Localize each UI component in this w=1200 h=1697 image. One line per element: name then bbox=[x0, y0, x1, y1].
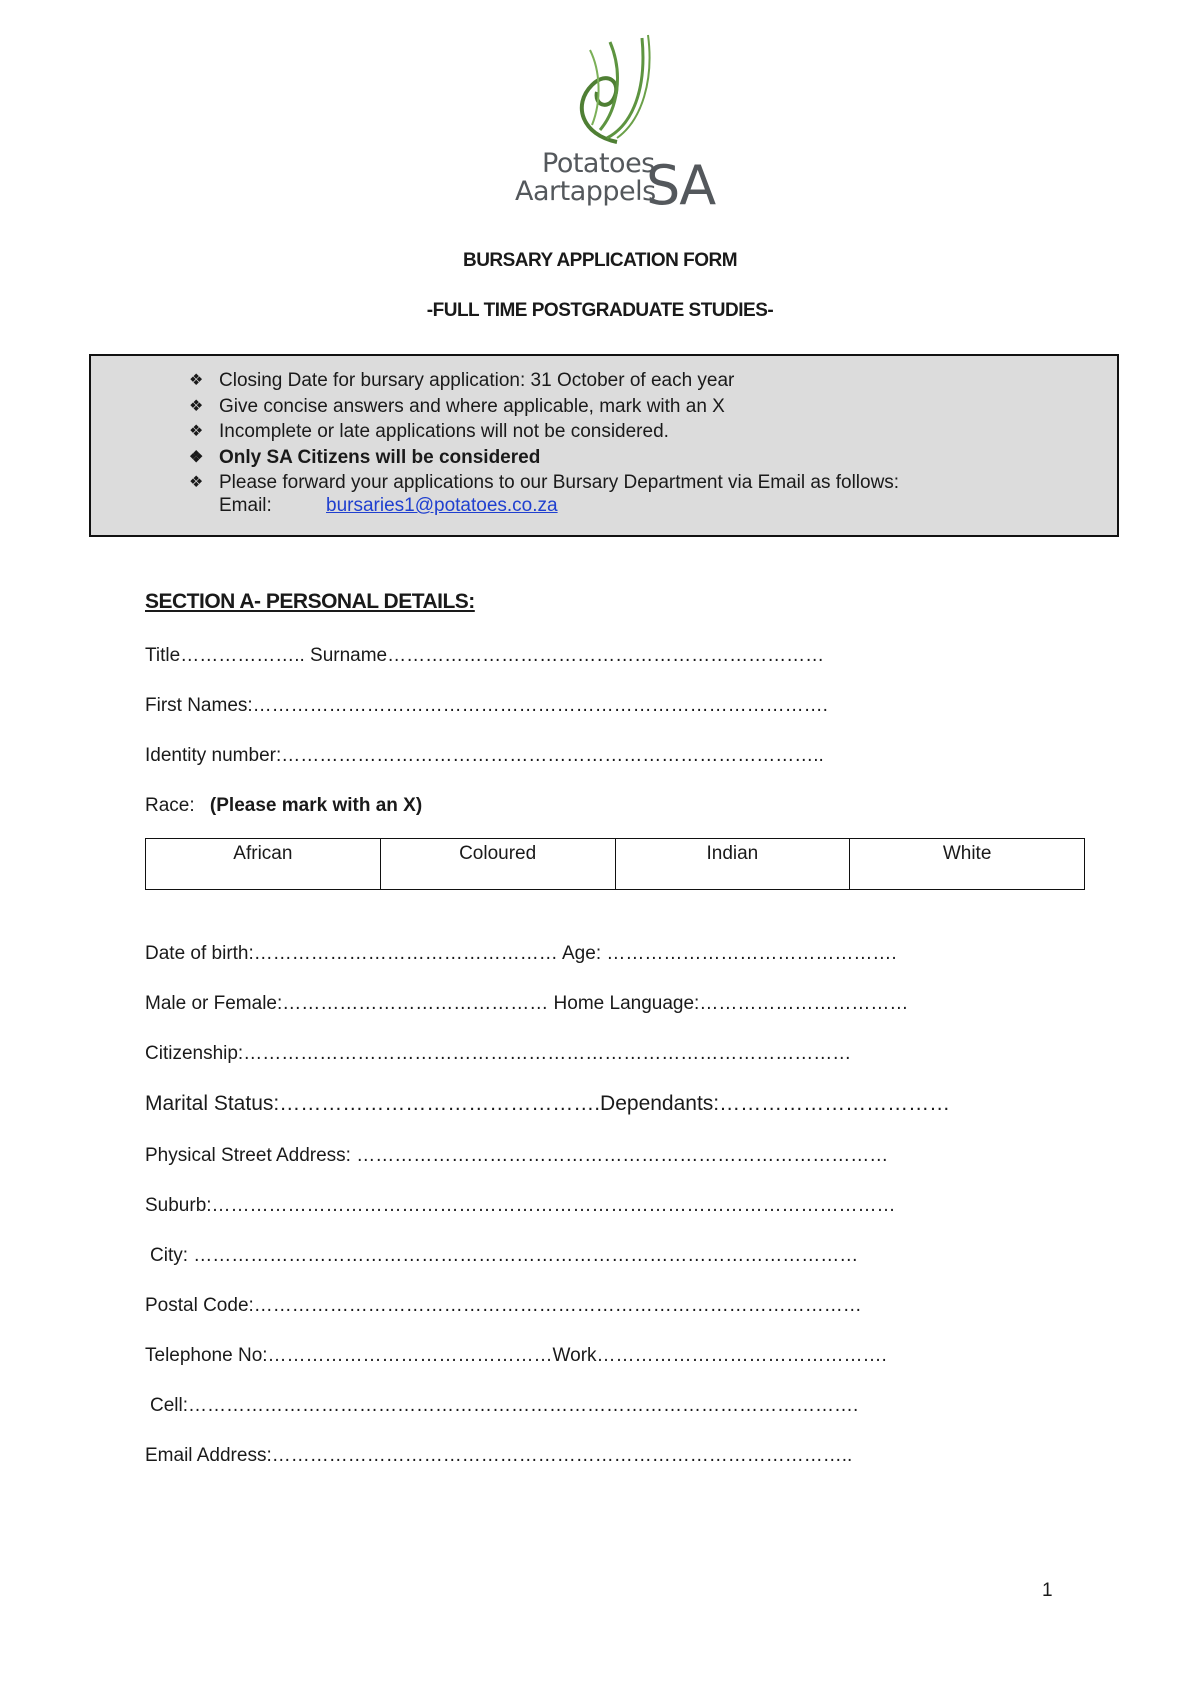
telephone-work-field[interactable]: Telephone No:………………………………………Work………………………………………. bbox=[145, 1345, 887, 1366]
race-label-line bbox=[145, 795, 422, 817]
suburb-field[interactable]: Suburb:……………………………………………………………………………………………… bbox=[145, 1195, 896, 1216]
notice-list bbox=[189, 368, 899, 496]
diamond-bullet-icon: ❖ bbox=[189, 448, 204, 466]
notice-item: ❖ Only SA Citizens will be considered bbox=[189, 445, 899, 471]
first-names-field[interactable]: First Names:………………………………………………………………………………. bbox=[145, 695, 828, 716]
logo-word-potatoes: Potatoes bbox=[542, 148, 655, 179]
logo-sa: SA bbox=[646, 154, 715, 217]
race-instruction: (Please mark with an X) bbox=[209, 795, 423, 816]
identity-number-field[interactable]: Identity number:………………………………………………………………………….. bbox=[145, 745, 824, 766]
dob-age-field[interactable]: Date of birth:………………………………………… Age: ………………………………………. bbox=[145, 943, 897, 964]
gender-language-field[interactable]: Male or Female:…………………………………… Home Language:…………………………… bbox=[145, 993, 909, 1014]
diamond-bullet-icon: ❖ bbox=[189, 372, 204, 389]
section-a-heading: SECTION A- PERSONAL DETAILS: bbox=[145, 590, 475, 613]
email-address-field[interactable]: Email Address:……………………………………………………………………………….. bbox=[145, 1445, 853, 1466]
notice-item: ❖ Closing Date for bursary application: 31 October of each year bbox=[189, 368, 899, 394]
notice-email-line bbox=[219, 495, 558, 517]
race-option-african[interactable]: African bbox=[146, 839, 381, 890]
diamond-bullet-icon: ❖ bbox=[189, 474, 204, 491]
form-title: BURSARY APPLICATION FORM bbox=[462, 250, 738, 271]
potato-plant-icon bbox=[562, 30, 662, 150]
race-option-coloured[interactable]: Coloured bbox=[380, 839, 615, 890]
bursary-email-link[interactable]: bursaries1@potatoes.co.za bbox=[326, 495, 558, 516]
race-label: Race: bbox=[145, 795, 195, 816]
diamond-bullet-icon: ❖ bbox=[189, 423, 204, 440]
race-table bbox=[145, 838, 1085, 890]
street-address-field[interactable]: Physical Street Address: ………………………………………………………………………… bbox=[145, 1145, 889, 1166]
logo-word-aartappels: Aartappels bbox=[515, 176, 656, 207]
race-option-indian[interactable]: Indian bbox=[615, 839, 850, 890]
notice-item: ❖ Give concise answers and where applicable, mark with an X bbox=[189, 394, 899, 420]
postal-code-field[interactable]: Postal Code:…………………………………………………………………………………… bbox=[145, 1295, 862, 1316]
city-field[interactable]: City: …………………………………………………………………………………………… bbox=[150, 1245, 859, 1266]
diamond-bullet-icon: ❖ bbox=[189, 397, 204, 415]
cell-field[interactable]: Cell:……………………………………………………………………………………………. bbox=[150, 1395, 859, 1416]
notice-item: ❖ Please forward your applications to our Bursary Department via Email as follows: bbox=[189, 470, 899, 496]
form-subtitle: -FULL TIME POSTGRADUATE STUDIES- bbox=[426, 300, 774, 321]
race-row bbox=[146, 839, 1085, 890]
logo-wordmark bbox=[512, 148, 715, 218]
notice-item: ❖ Incomplete or late applications will not be considered. bbox=[189, 419, 899, 445]
potatoes-sa-logo bbox=[512, 30, 715, 217]
notice-box bbox=[89, 354, 1119, 537]
marital-dependants-field[interactable]: Marital Status:……………………………………….Dependants:…………………………… bbox=[145, 1092, 951, 1115]
page-number: 1 bbox=[1042, 1580, 1053, 1601]
title-surname-field[interactable]: Title……………….. Surname…………………………………………………………… bbox=[145, 645, 825, 666]
race-option-white[interactable]: White bbox=[850, 839, 1085, 890]
citizenship-field[interactable]: Citizenship:…………………………………………………………………………………… bbox=[145, 1043, 852, 1064]
email-label: Email: bbox=[219, 495, 272, 516]
